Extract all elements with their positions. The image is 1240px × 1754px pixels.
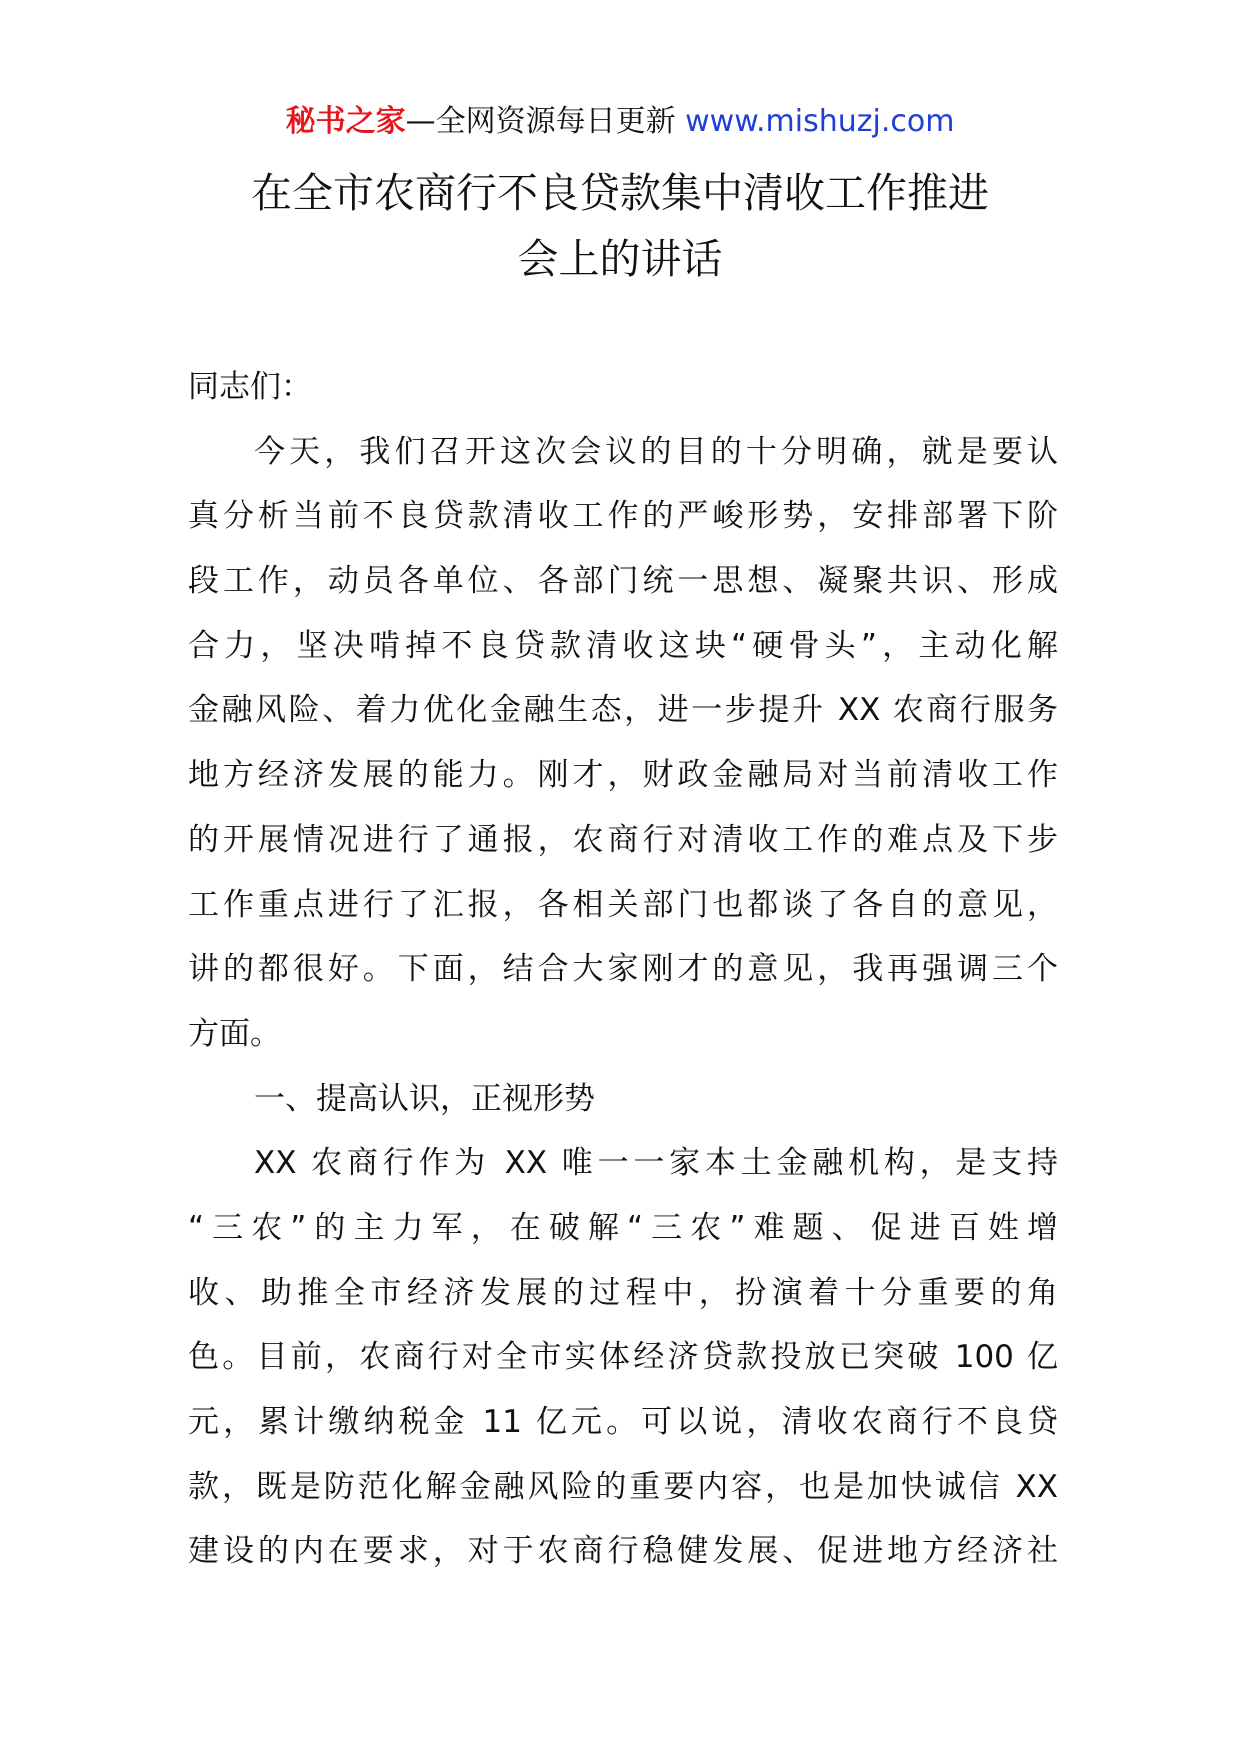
title-line-1: 在全市农商行不良贷款集中清收工作推进 <box>251 169 989 217</box>
text-line: 工作重点进行了汇报，各相关部门也都谈了各自的意见， <box>188 886 1058 923</box>
text-line: “三农”的主力军，在破解“三农”难题、促进百姓增 <box>188 1209 1058 1246</box>
text-line: 真分析当前不良贷款清收工作的严峻形势，安排部署下阶 <box>188 498 1058 535</box>
text-line: 建设的内在要求，对于农商行稳健发展、促进地方经济社 <box>188 1533 1058 1570</box>
text-line: 讲的都很好。下面，结合大家刚才的意见，我再强调三个 <box>188 951 1058 988</box>
text-line: 合力，坚决啃掉不良贷款清收这块“硬骨头”，主动化解 <box>188 627 1058 664</box>
text-line: 元，累计缴纳税金 11 亿元。可以说，清收农商行不良贷 <box>188 1404 1058 1440</box>
site-header <box>0 100 1240 144</box>
site-url-link[interactable]: www.mishuzj.com <box>685 104 955 139</box>
text-line: XX 农商行作为 XX 唯一一家本土金融机构，是支持 <box>254 1145 1058 1182</box>
title-line-2: 会上的讲话 <box>517 235 723 283</box>
section-heading: 一、提高认识，正视形势 <box>254 1080 595 1117</box>
salutation: 同志们： <box>188 369 312 405</box>
document-title <box>180 160 1060 292</box>
text-line: 款，既是防范化解金融风险的重要内容，也是加快诚信 XX <box>188 1468 1058 1505</box>
document-body <box>188 355 1058 1584</box>
text-line: 金融风险、着力优化金融生态，进一步提升 XX 农商行服务 <box>188 692 1058 729</box>
text-line: 色。目前，农商行对全市实体经济贷款投放已突破 100 亿 <box>188 1339 1058 1376</box>
text-line: 方面。 <box>188 1015 281 1052</box>
text-line: 今天，我们召开这次会议的目的十分明确，就是要认 <box>254 433 1058 470</box>
text-line: 地方经济发展的能力。刚才，财政金融局对当前清收工作 <box>188 757 1058 794</box>
text-line: 的开展情况进行了通报，农商行对清收工作的难点及下步 <box>188 821 1058 858</box>
text-line: 段工作，动员各单位、各部门统一思想、凝聚共识、形成 <box>188 563 1058 600</box>
text-line: 收、助推全市经济发展的过程中，扮演着十分重要的角 <box>188 1274 1058 1311</box>
brand-name: 秘书之家 <box>285 104 406 139</box>
header-tagline: —全网资源每日更新 <box>405 104 676 139</box>
